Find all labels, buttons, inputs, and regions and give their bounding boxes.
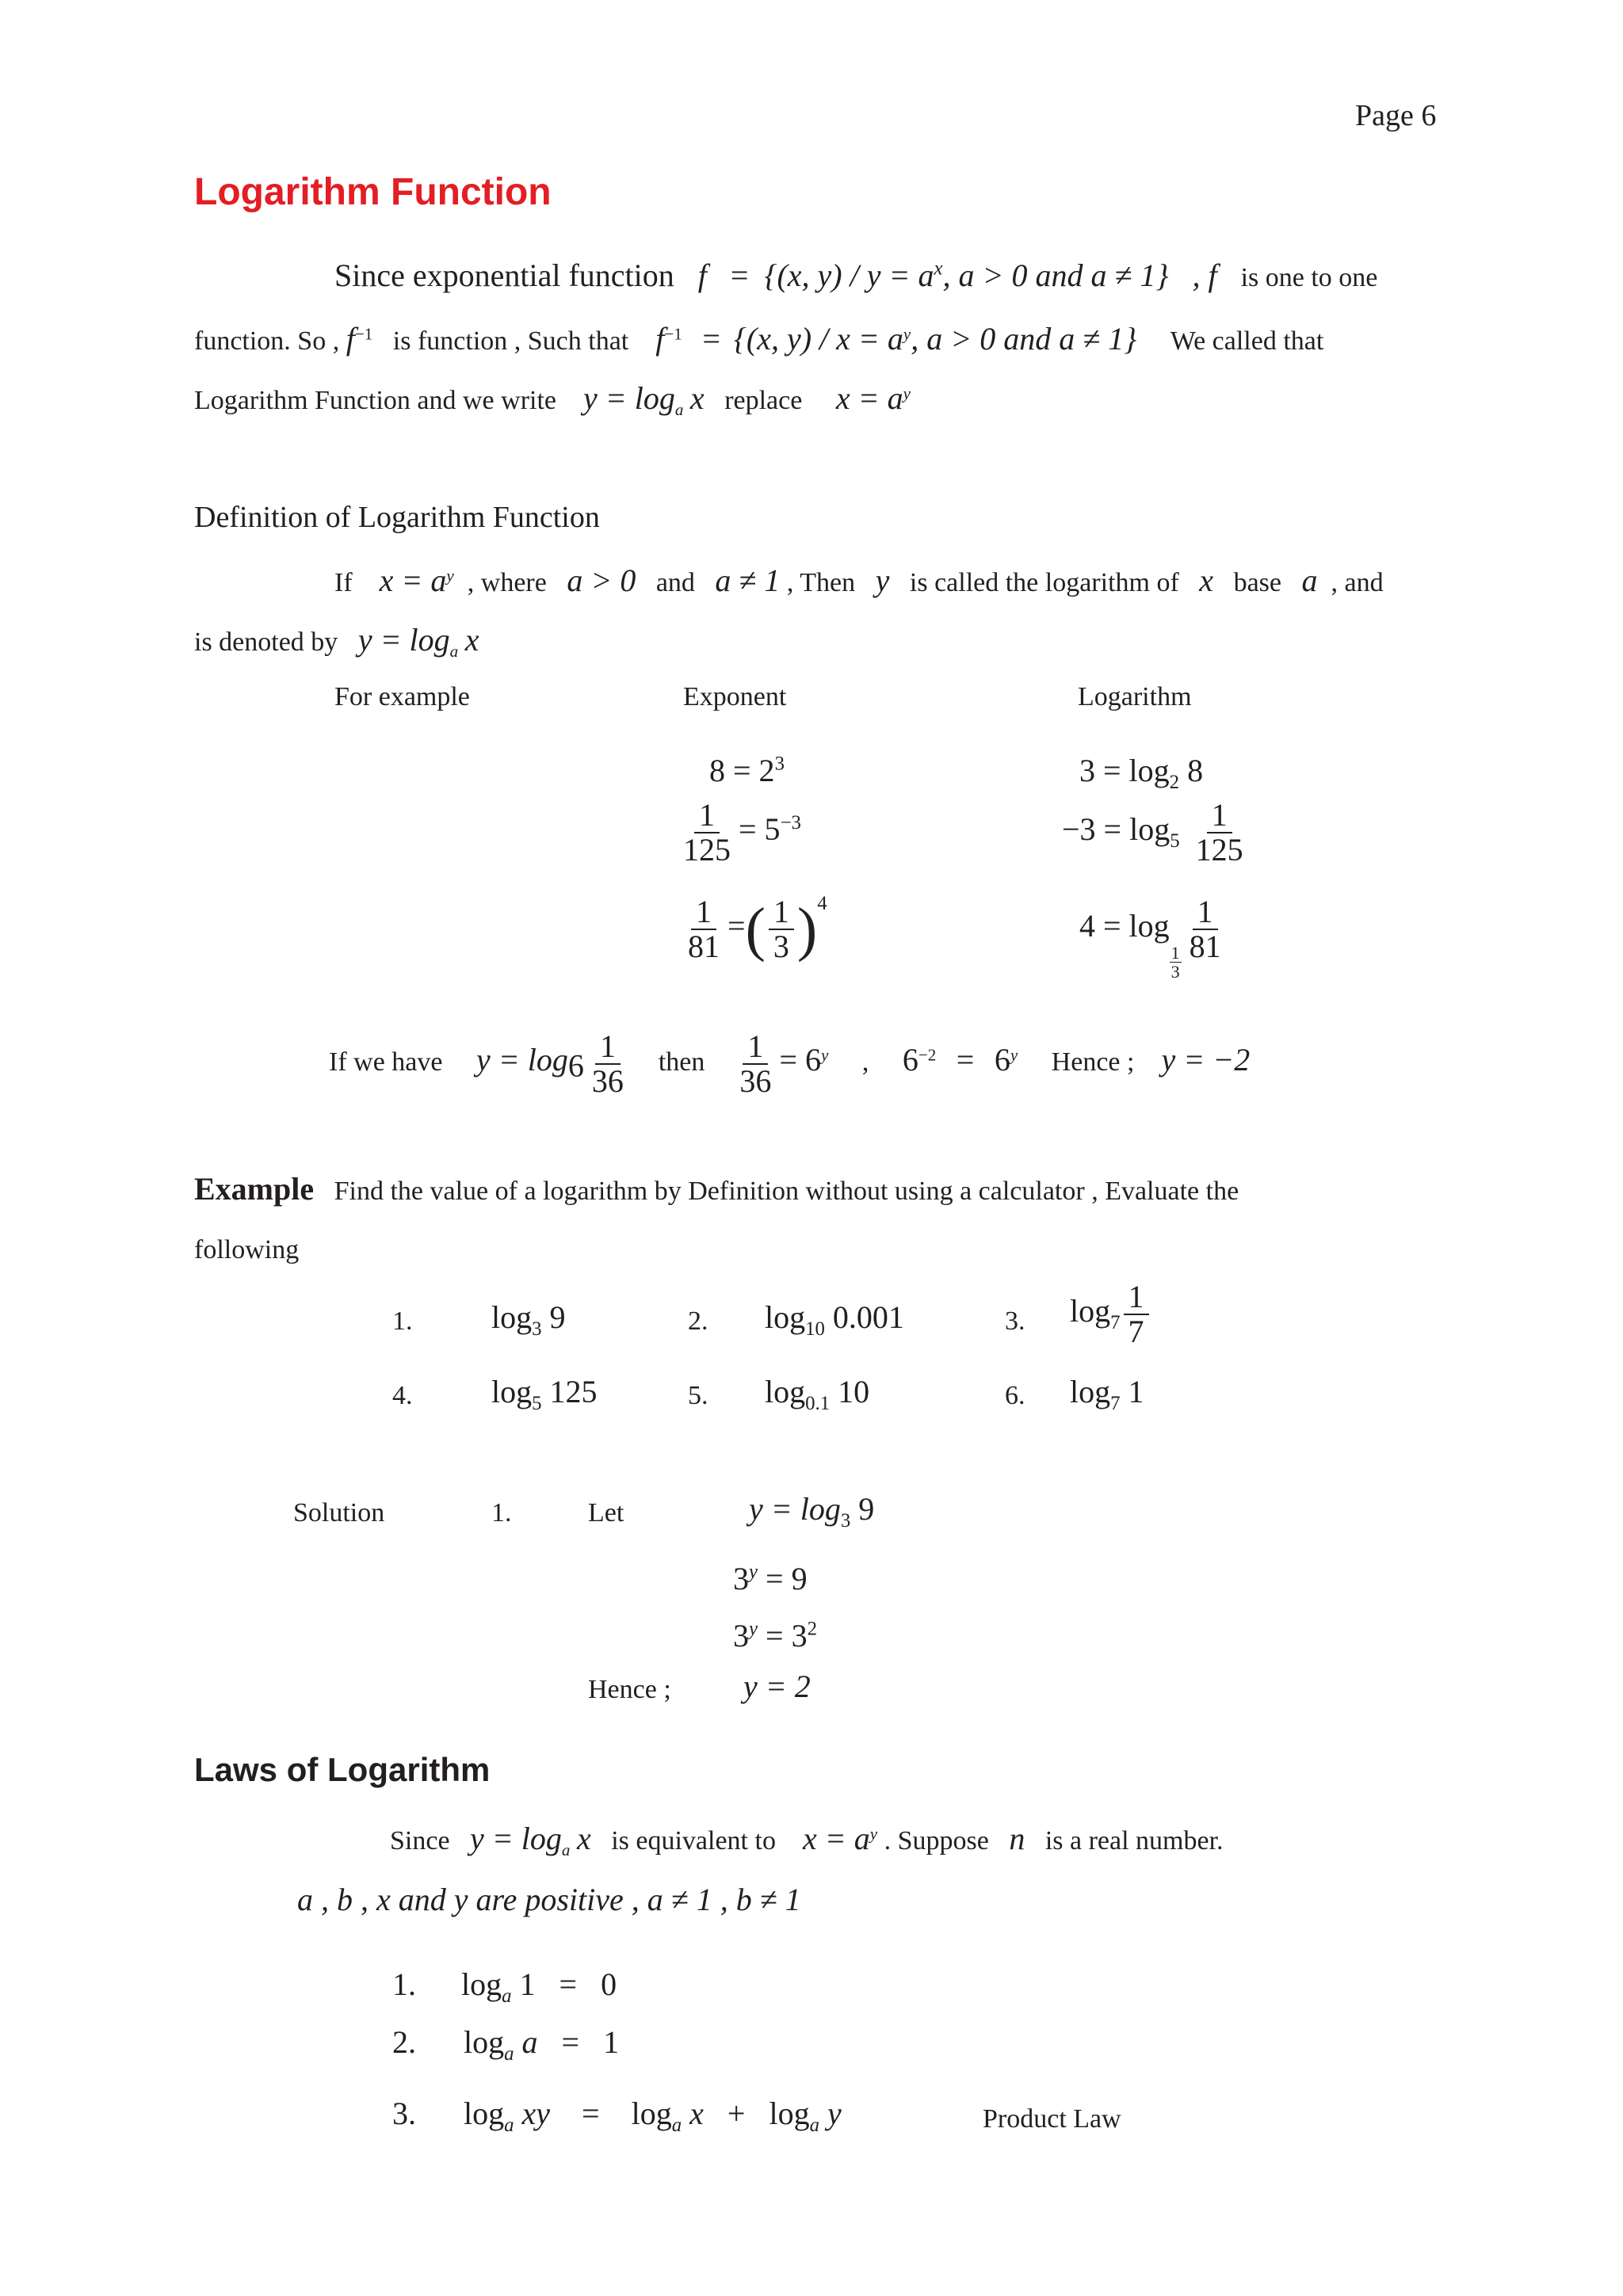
- logarithm-row-3: 4 = log $\frac{1}{3}$ $\frac{1}{81}$: [1079, 895, 1229, 981]
- solution-hence: Hence ;: [588, 1675, 671, 1704]
- law-2: $\log_a a$ = 1: [464, 2024, 620, 2065]
- definition-heading: Definition of Logarithm Function: [194, 501, 600, 534]
- product-law-label: Product Law: [983, 2104, 1121, 2134]
- solution-label: Solution: [293, 1498, 385, 1527]
- laws-heading: Laws of Logarithm: [194, 1751, 491, 1788]
- law-number: 1.: [392, 1966, 416, 2002]
- example-item-6: $\log_7 1$: [1070, 1374, 1144, 1414]
- example-item-number: 5.: [688, 1381, 708, 1410]
- law-1: $\log_a 1$ = 0: [461, 1966, 617, 2007]
- logarithm-row-1: $3 = \log_2 8$: [1079, 753, 1204, 793]
- law-number: 3.: [392, 2096, 416, 2131]
- subscript-fraction: $\frac{1}{3}$: [1170, 943, 1180, 982]
- laws-intro-line: Since $y = \log_a x$ is equivalent to $x = a^y$ . Suppose n is a real number.: [390, 1821, 1224, 1859]
- fraction: $\frac{1}{7}$: [1124, 1280, 1149, 1348]
- fraction: $\frac{1}{81}$: [1189, 894, 1221, 964]
- intro-line-1: Since exponential function f = {(x, $y) / y = a^x$, a > 0 and a ≠ 1} , f is one to one: [334, 257, 1378, 293]
- example-line-1: Example Find the value of a logarithm by Definition without using a calculator , Evaluate the: [194, 1171, 1239, 1207]
- example-item-5: $\log_{0.1} 10$: [765, 1374, 870, 1414]
- logarithm-header: Logarithm: [1078, 682, 1192, 711]
- law-3: $\log_a$ xy = $\log_a x$ + $\log_a y$: [464, 2096, 842, 2136]
- solution-result: y = 2: [743, 1669, 811, 1704]
- fraction: $\frac{1}{125}$: [1195, 797, 1243, 868]
- example-item-number: 3.: [1005, 1306, 1025, 1336]
- fraction: $\frac{1}{36}$: [739, 1028, 772, 1099]
- if-we-have-line: If we have $y = \log_6$ $\frac{1}{36}$ then $\frac{1}{36}$ = $6^y$ , $6^{-2}$ = 6$^y$ Hence ; y = −2: [329, 1028, 1251, 1099]
- solution-let: Let: [588, 1498, 624, 1527]
- laws-conditions: a , b , x and y are positive , a ≠ 1 , b ≠ 1: [297, 1882, 801, 1917]
- law-number: 2.: [392, 2024, 416, 2060]
- example-item-2: $\log_{10} 0.001$: [765, 1299, 904, 1340]
- example-item-number: 4.: [392, 1381, 413, 1410]
- page-number: Page 6: [1355, 99, 1437, 132]
- fraction: $\frac{1}{125}$: [683, 797, 731, 868]
- example-item-number: 1.: [392, 1306, 413, 1336]
- definition-line-1: If $x = a^y$ , where a > 0 and a ≠ 1 , Then y is called the logarithm of x base a , and: [334, 563, 1384, 598]
- solution-step-2: $3^y = 9$: [733, 1561, 808, 1596]
- solution-step-3: $3^y = 3^2$: [733, 1618, 817, 1653]
- exponent-row-2: $\frac{1}{125}$ = $5^{-3}$: [675, 799, 801, 867]
- example-line-2: following: [194, 1235, 300, 1264]
- exponent-row-1: $8 = 2^3$: [709, 753, 785, 788]
- example-item-4: $\log_5 125$: [491, 1374, 598, 1414]
- intro-line-3: Logarithm Function and we write $y = \log_a x$ replace $x = a^y$: [194, 380, 911, 419]
- exponent-header: Exponent: [683, 682, 787, 711]
- definition-line-2: is denoted by $y = \log_a x$: [194, 622, 479, 661]
- fraction: $\frac{1}{3}$: [769, 895, 794, 963]
- page-title: Logarithm Function: [194, 171, 552, 213]
- exponent-row-3: $\frac{1}{81}$ =( $\frac{1}{3}$ )$^4$: [680, 895, 827, 963]
- logarithm-row-2: $-3 = \log_5$ $\frac{1}{125}$: [1062, 799, 1251, 867]
- intro-line-2: function. So , $f^{-1}$ is function , Such that $f^{-1}$ = {(x, $y) / x = a^y$, a > 0 and a ≠ 1} We called that: [194, 321, 1324, 357]
- example-item-1: $\log_3 9$: [491, 1299, 566, 1340]
- for-example-label: For example: [334, 682, 470, 711]
- example-item-3: $\log_7$ $\frac{1}{7}$: [1070, 1280, 1152, 1348]
- fraction: $\frac{1}{36}$: [591, 1028, 624, 1099]
- example-item-number: 2.: [688, 1306, 708, 1336]
- solution-number: 1.: [491, 1498, 512, 1527]
- fraction: $\frac{1}{81}$: [688, 894, 720, 964]
- solution-step-1: $y = \log_3 9$: [749, 1491, 875, 1531]
- example-item-number: 6.: [1005, 1381, 1025, 1410]
